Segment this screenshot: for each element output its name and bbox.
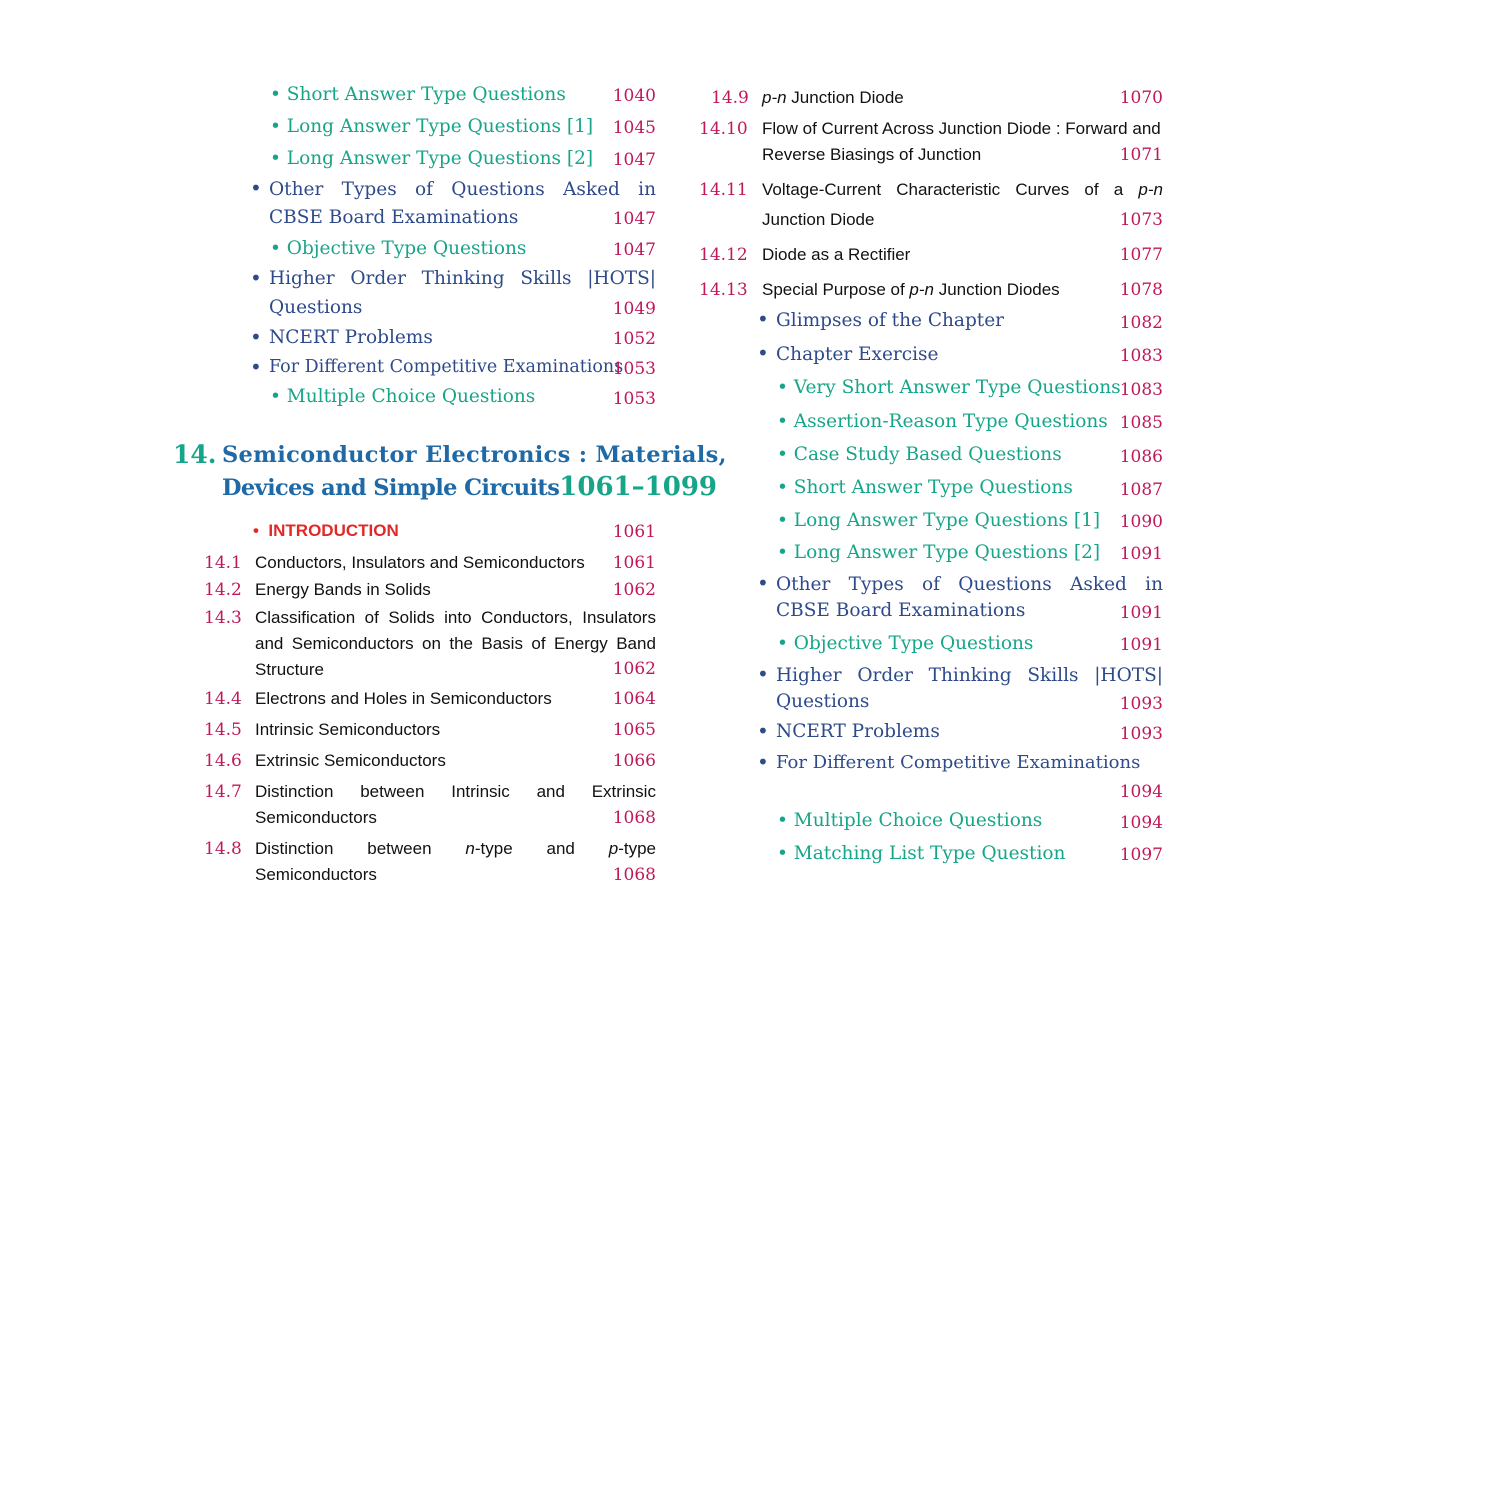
word: Basis xyxy=(481,634,523,653)
word: -type xyxy=(474,839,513,858)
word: Voltage-Current xyxy=(762,180,882,199)
word: Curves xyxy=(1015,180,1070,199)
toc-item-case-study[interactable]: • Case Study Based Questions xyxy=(777,444,1062,465)
word: Insulators xyxy=(582,608,656,627)
page-number: 1078 xyxy=(1119,280,1163,300)
section-label: Junction Diode xyxy=(786,88,904,107)
toc-section-14-3-line2[interactable] xyxy=(255,634,656,654)
toc-section-14-8-line2[interactable]: Semiconductors xyxy=(255,865,377,884)
word: Questions xyxy=(451,179,545,200)
word: of xyxy=(414,179,433,200)
page-number: 1083 xyxy=(1119,380,1163,400)
page-number: 1066 xyxy=(612,751,656,771)
page-number: 1093 xyxy=(1119,724,1163,744)
word: Asked xyxy=(1070,574,1127,595)
word: the xyxy=(449,634,473,653)
toc-item-introduction[interactable] xyxy=(253,521,399,541)
toc-section-14-8-line1[interactable] xyxy=(255,839,656,859)
word: Characteristic xyxy=(896,180,1001,199)
word: -type xyxy=(618,839,656,858)
n-type xyxy=(465,839,512,859)
toc-item-ncert[interactable]: NCERT Problems xyxy=(269,327,433,348)
page-number: 1047 xyxy=(612,240,656,260)
page-number: 1093 xyxy=(1119,694,1163,714)
word: Order xyxy=(857,665,913,686)
toc-item-mcq[interactable]: • Multiple Choice Questions xyxy=(777,810,1043,831)
page-number: 1053 xyxy=(612,389,656,409)
page-number: 1085 xyxy=(1119,413,1163,433)
bullet-icon: • xyxy=(757,662,769,686)
word: Asked xyxy=(563,179,620,200)
section-number: 14.10 xyxy=(699,119,748,139)
chapter-page-range: 1061–1099 xyxy=(559,472,718,502)
chapter-title-text: Devices and Simple Circuits xyxy=(222,475,560,501)
page-number: 1091 xyxy=(1119,603,1163,623)
italic-pn: p-n xyxy=(1138,180,1163,199)
word: Distinction xyxy=(255,839,334,858)
bullet-icon: • xyxy=(253,521,259,540)
toc-item-other-types-line2[interactable]: CBSE Board Examinations xyxy=(776,600,1026,621)
word: Higher xyxy=(269,268,335,289)
chapter-title-line2[interactable] xyxy=(222,472,718,502)
word: Types xyxy=(848,574,904,595)
toc-item-hots-line2[interactable]: Questions xyxy=(269,297,363,318)
word: Conductors, xyxy=(481,608,573,627)
p-type xyxy=(609,839,656,859)
page-number: 1083 xyxy=(1119,346,1163,366)
word: Other xyxy=(269,179,324,200)
toc-section-14-11-line1[interactable] xyxy=(762,180,1163,200)
toc-section-14-4[interactable]: Electrons and Holes in Semiconductors xyxy=(255,689,552,708)
page-number: 1068 xyxy=(612,808,656,828)
toc-section-14-5[interactable]: Intrinsic Semiconductors xyxy=(255,720,441,739)
word: between xyxy=(360,782,425,801)
page-number: 1091 xyxy=(1119,635,1163,655)
toc-section-14-3-line1[interactable] xyxy=(255,608,656,628)
bullet-icon: • xyxy=(757,719,769,743)
toc-section-14-7-line2[interactable]: Semiconductors xyxy=(255,808,377,827)
section-number: 14.5 xyxy=(204,720,242,740)
toc-section-14-11-line2[interactable]: Junction Diode xyxy=(762,210,875,229)
bullet-icon: • xyxy=(250,325,262,349)
word: Skills xyxy=(1027,665,1079,686)
page-number: 1071 xyxy=(1119,145,1163,165)
italic-pn: p-n xyxy=(909,280,934,299)
page-number: 1062 xyxy=(612,659,656,679)
toc-section-14-6[interactable]: Extrinsic Semiconductors xyxy=(255,751,446,770)
toc-item-competitive[interactable]: For Different Competitive Examinations xyxy=(269,357,624,377)
bullet-icon: • xyxy=(250,266,262,290)
page-number: 1090 xyxy=(1119,512,1163,532)
page-number: 1070 xyxy=(1119,88,1163,108)
word: and xyxy=(546,839,575,858)
toc-item-other-types-line2[interactable]: CBSE Board Examinations xyxy=(269,207,519,228)
word: |HOTS| xyxy=(587,268,656,289)
word: Classification xyxy=(255,608,356,627)
word: in xyxy=(638,179,656,200)
section-number: 14.2 xyxy=(204,580,242,600)
toc-item-short-answer[interactable]: • Short Answer Type Questions xyxy=(777,477,1073,498)
section-number: 14.12 xyxy=(699,245,748,265)
word: Band xyxy=(616,634,656,653)
word: Solids xyxy=(388,608,435,627)
word: of xyxy=(531,634,546,653)
page-number: 1082 xyxy=(1119,313,1163,333)
toc-item-hots-line2[interactable]: Questions xyxy=(776,691,870,712)
toc-section-14-2[interactable]: Energy Bands in Solids xyxy=(255,580,431,599)
page-number: 1064 xyxy=(612,689,656,709)
section-number: 14.6 xyxy=(204,751,242,771)
toc-section-14-7-line1[interactable] xyxy=(255,782,656,802)
toc-item-matching[interactable]: • Matching List Type Question xyxy=(777,843,1066,864)
word: |HOTS| xyxy=(1094,665,1163,686)
word: of xyxy=(364,608,379,627)
toc-item-competitive[interactable]: For Different Competitive Examinations xyxy=(776,752,1141,773)
section-number: 14.4 xyxy=(204,689,242,709)
italic-n: n xyxy=(465,839,475,858)
page-number: 1047 xyxy=(612,150,656,170)
section-label: Junction Diodes xyxy=(934,280,1060,299)
toc-item-objective[interactable]: • Objective Type Questions xyxy=(777,633,1034,654)
word: Extrinsic xyxy=(591,782,656,801)
section-number: 14.9 xyxy=(711,88,749,108)
page-number: 1061 xyxy=(612,522,656,542)
word: Distinction xyxy=(255,782,334,801)
section-number: 14.8 xyxy=(204,839,242,859)
page-number: 1091 xyxy=(1119,544,1163,564)
word: Thinking xyxy=(421,268,505,289)
word: Other xyxy=(776,574,831,595)
bullet-icon: • xyxy=(250,355,262,379)
intro-label: INTRODUCTION xyxy=(268,521,399,540)
word: of xyxy=(1084,180,1099,199)
word: Energy xyxy=(553,634,608,653)
toc-item-objective[interactable]: • Objective Type Questions xyxy=(270,238,527,259)
page-number: 1047 xyxy=(612,209,656,229)
chapter-number: 14. xyxy=(173,440,217,469)
page-number: 1087 xyxy=(1119,480,1163,500)
page-number: 1086 xyxy=(1119,447,1163,467)
toc-item-hots[interactable] xyxy=(269,268,656,289)
toc-section-14-3-line3[interactable]: Structure xyxy=(255,660,324,679)
page-number: 1094 xyxy=(1119,813,1163,833)
toc-item-long-answer-1[interactable]: • Long Answer Type Questions [1] xyxy=(270,116,594,137)
toc-item-long-answer-1[interactable]: • Long Answer Type Questions [1] xyxy=(777,510,1101,531)
page-number: 1040 xyxy=(612,86,656,106)
section-number: 14.3 xyxy=(204,608,242,628)
page-number: 1094 xyxy=(1119,782,1163,802)
chapter-title-line1[interactable] xyxy=(222,442,727,468)
toc-item-assertion-reason[interactable]: • Assertion-Reason Type Questions xyxy=(777,411,1108,432)
section-number: 14.11 xyxy=(699,180,748,200)
toc-section-14-1[interactable]: Conductors, Insulators and Semiconductors xyxy=(255,553,585,572)
word: in xyxy=(1145,574,1163,595)
page-number: 1061 xyxy=(612,553,656,573)
section-number: 14.1 xyxy=(204,553,242,573)
section-label: Special Purpose of xyxy=(762,280,910,299)
word: a xyxy=(1113,180,1124,199)
word: Skills xyxy=(520,268,572,289)
word: of xyxy=(921,574,940,595)
bullet-icon: • xyxy=(757,341,769,365)
toc-item-hots[interactable] xyxy=(776,665,1163,686)
italic-p: p xyxy=(608,839,619,858)
word: into xyxy=(444,608,472,627)
toc-item-ncert[interactable]: NCERT Problems xyxy=(776,721,940,742)
page-number: 1068 xyxy=(612,865,656,885)
toc-item-other-types[interactable] xyxy=(776,574,1163,595)
bullet-icon: • xyxy=(250,176,262,200)
toc-section-14-13[interactable] xyxy=(762,280,1060,300)
toc-item-long-answer-2[interactable]: • Long Answer Type Questions [2] xyxy=(777,542,1101,563)
page-number: 1077 xyxy=(1119,245,1163,265)
toc-section-14-9[interactable] xyxy=(762,88,904,108)
page-number: 1045 xyxy=(612,118,656,138)
toc-item-long-answer-2[interactable]: • Long Answer Type Questions [2] xyxy=(270,148,594,169)
toc-item-glimpses[interactable]: Glimpses of the Chapter xyxy=(776,310,1005,331)
toc-item-very-short-answer[interactable]: • Very Short Answer Type Questions xyxy=(777,377,1121,398)
word: Semiconductors xyxy=(291,634,414,653)
toc-section-14-10-line2[interactable]: Reverse Biasings of Junction xyxy=(762,145,982,164)
word: Questions xyxy=(958,574,1052,595)
page-number: 1052 xyxy=(612,329,656,349)
word: Thinking xyxy=(928,665,1012,686)
toc-item-mcq[interactable]: • Multiple Choice Questions xyxy=(270,386,536,407)
italic-pn: p-n xyxy=(762,88,787,107)
page-number: 1073 xyxy=(1119,210,1163,230)
word: on xyxy=(422,634,441,653)
section-number: 14.13 xyxy=(699,280,748,300)
word: Intrinsic xyxy=(451,782,510,801)
toc-section-14-10-line1[interactable]: Flow of Current Across Junction Diode : Forward and xyxy=(762,119,1161,138)
bullet-icon: • xyxy=(757,750,769,774)
word: between xyxy=(367,839,432,858)
word: Order xyxy=(350,268,406,289)
toc-item-short-answer[interactable]: • Short Answer Type Questions xyxy=(270,84,566,105)
word: Types xyxy=(341,179,397,200)
toc-section-14-12[interactable]: Diode as a Rectifier xyxy=(762,245,911,264)
toc-item-other-types[interactable] xyxy=(269,179,656,200)
bullet-icon: • xyxy=(757,307,769,331)
word: Higher xyxy=(776,665,842,686)
word: and xyxy=(536,782,565,801)
page-number: 1065 xyxy=(612,720,656,740)
bullet-icon: • xyxy=(757,571,769,595)
word: and xyxy=(255,634,284,653)
page-number: 1062 xyxy=(612,580,656,600)
toc-item-chapter-exercise[interactable]: Chapter Exercise xyxy=(776,344,939,365)
section-number: 14.7 xyxy=(204,782,242,802)
chapter-title-text: Semiconductor Electronics : Materials, xyxy=(222,442,727,468)
page-number: 1097 xyxy=(1119,845,1163,865)
page-number: 1049 xyxy=(612,299,656,319)
page-number: 1053 xyxy=(612,359,656,379)
